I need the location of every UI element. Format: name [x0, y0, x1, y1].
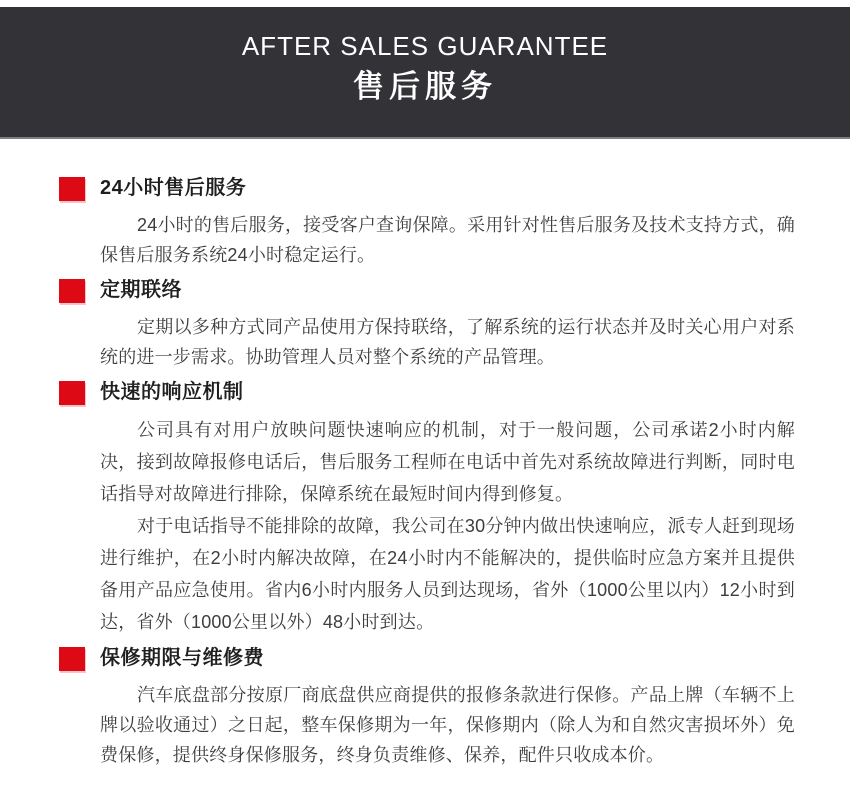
section-regular-contact [59, 278, 795, 372]
section-heading: 定期联络 [100, 279, 182, 301]
red-square-bullet-icon [59, 279, 85, 303]
section-heading: 快速的响应机制 [100, 381, 244, 403]
section-paragraph: 汽车底盘部分按原厂商底盘供应商提供的报修条款进行保修。产品上牌（车辆不上牌以验收通过）之日起，整车保修期为一年，保修期内（除人为和自然灾害损坏外）免费保修，提供终身保修服务，终身负责维修、保养，配件只收成本价。 [100, 685, 795, 765]
section-warranty-terms [59, 646, 795, 770]
red-square-bullet-icon [59, 381, 85, 405]
section-heading: 保修期限与维修费 [100, 647, 264, 669]
section-heading-row [59, 646, 795, 671]
section-paragraph: 公司具有对用户放映问题快速响应的机制，对于一般问题，公司承诺2小时内解决，接到故障报修电话后，售后服务工程师在电话中首先对系统故障进行判断，同时电话指导对故障进行排除，保障系统在最短时间内得到修复。 [100, 420, 795, 504]
section-rapid-response [59, 380, 795, 638]
banner-title-chinese: 售后服务 [353, 68, 497, 104]
section-paragraph: 定期以多种方式同产品使用方保持联络，了解系统的运行状态并及时关心用户对系统的进一步需求。协助管理人员对整个系统的产品管理。 [100, 317, 795, 367]
content-area [0, 139, 850, 811]
header-banner [0, 7, 850, 139]
section-paragraph: 对于电话指导不能排除的故障，我公司在30分钟内做出快速响应，派专人赶到现场进行维护，在2小时内解决故障，在24小时内不能解决的，提供临时应急方案并且提供备用产品应急使用。省内6小时内服务人员到达现场，省外（1000公里以内）12小时到达，省外（1000公里以外）48小时到达。 [100, 516, 795, 632]
red-square-bullet-icon [59, 177, 85, 201]
red-square-bullet-icon [59, 647, 85, 671]
section-paragraph: 24小时的售后服务，接受客户查询保障。采用针对性售后服务及技术支持方式，确保售后服务系统24小时稳定运行。 [100, 215, 795, 265]
section-heading-row [59, 278, 795, 303]
section-heading-row [59, 380, 795, 405]
banner-title-english: AFTER SALES GUARANTEE [241, 31, 609, 62]
section-24h-service [59, 176, 795, 270]
section-heading-row [59, 176, 795, 201]
section-heading: 24小时售后服务 [100, 177, 247, 199]
